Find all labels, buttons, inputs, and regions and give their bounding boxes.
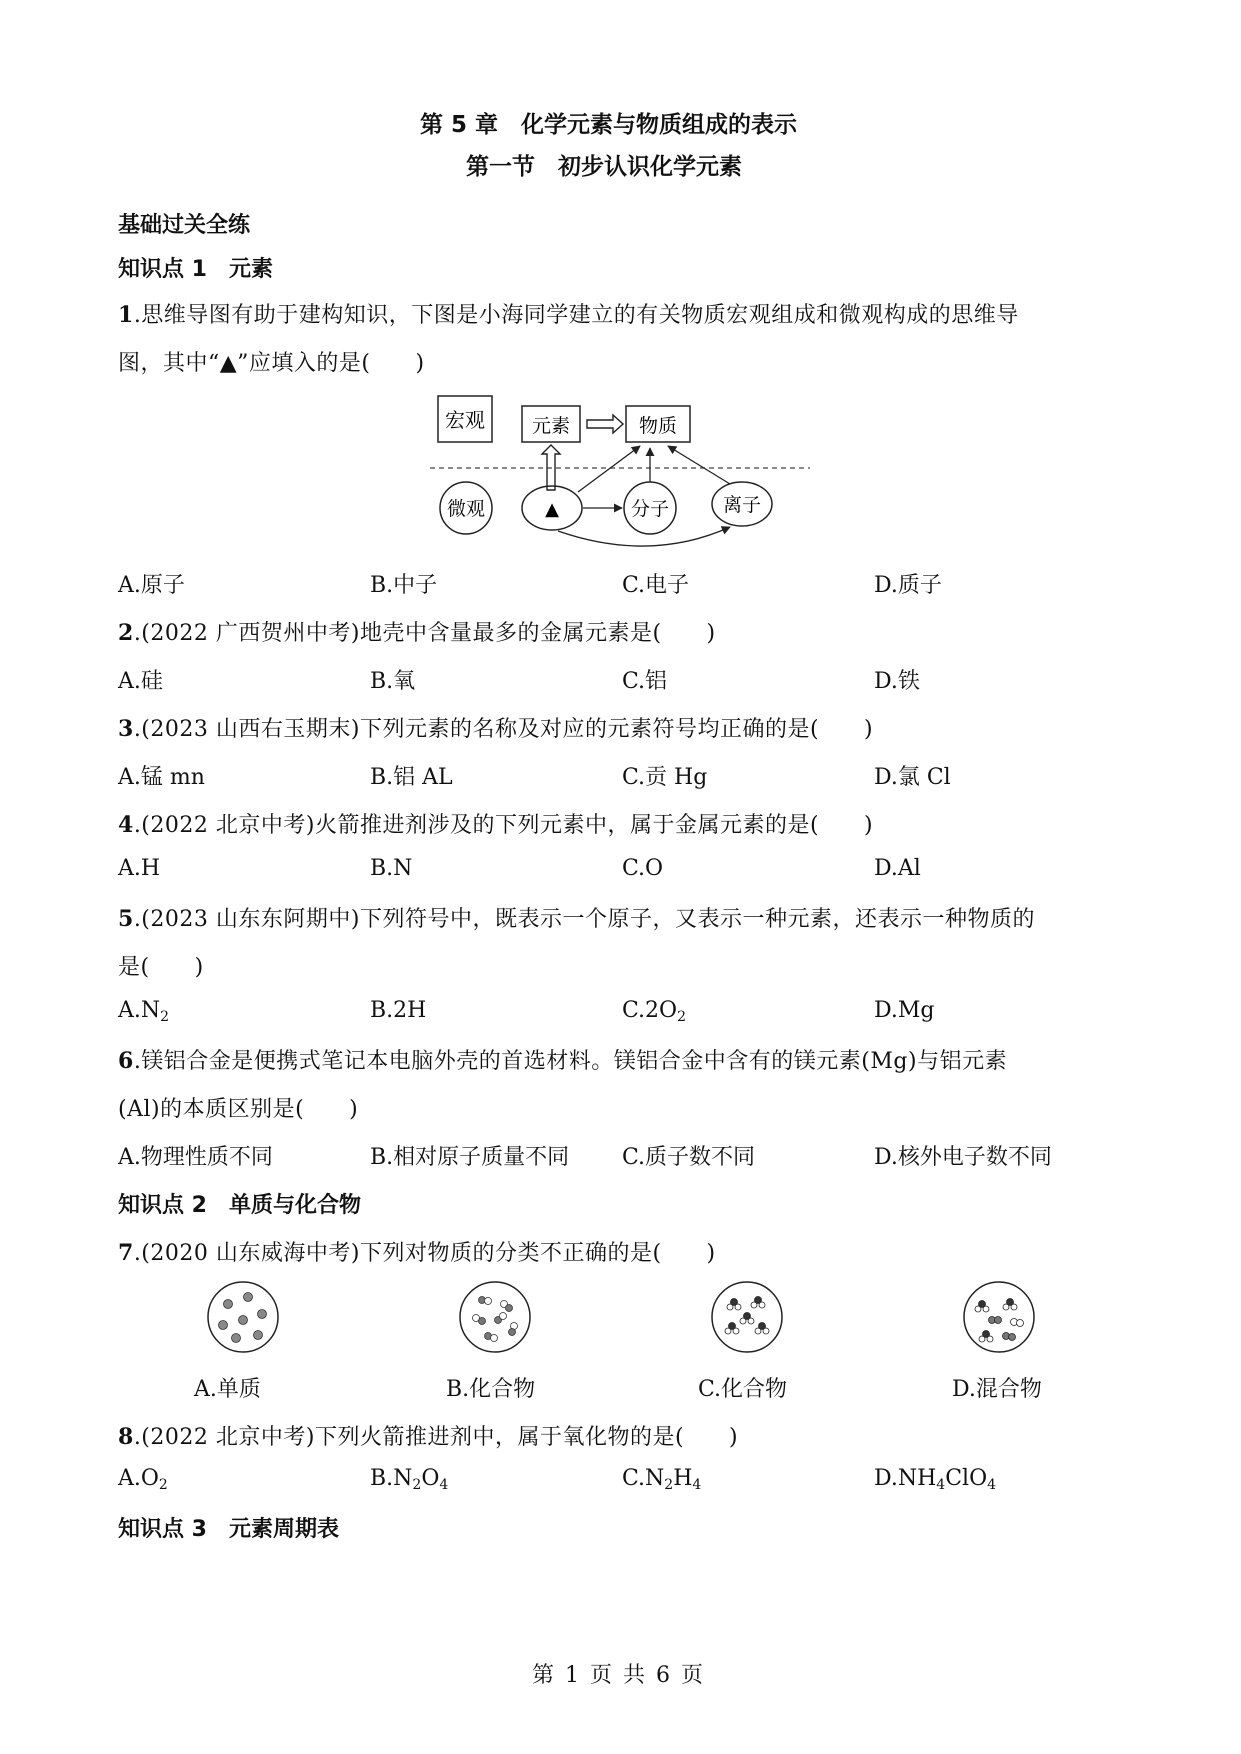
question-1: 1.思维导图有助于建构知识，下图是小海同学建立的有关物质宏观组成和微观构成的思维导	[118, 302, 1019, 328]
question-6-cont: (Al)的本质区别是( )	[118, 1097, 359, 1122]
q5-option-c: $C.2O_2$	[622, 998, 686, 1025]
q7-option-b: B.化合物	[446, 1377, 536, 1402]
q6-option-a: A.物理性质不同	[118, 1145, 273, 1170]
particle-model-a	[206, 1280, 280, 1354]
question-1-cont: 图，其中“▲”应填入的是( )	[118, 351, 425, 376]
question-4: 4.(2022 北京中考)火箭推进剂涉及的下列元素中，属于金属元素的是( )	[118, 812, 874, 838]
section-title: 第一节 初步认识化学元素	[466, 154, 742, 180]
q8-option-a: $A.O_2$	[118, 1466, 168, 1493]
q4-option-a: A.H	[118, 856, 161, 881]
q2-option-b: B.氧	[370, 669, 416, 694]
question-3: 3.(2023 山西右玉期末)下列元素的名称及对应的元素符号均正确的是( )	[118, 716, 874, 742]
q3-option-b: B.铝 AL	[370, 765, 453, 790]
arrow-triangle-to-substance	[578, 446, 640, 492]
q6-option-b: B.相对原子质量不同	[370, 1145, 570, 1170]
question-2: 2.(2022 广西贺州中考)地壳中含量最多的金属元素是( )	[118, 620, 716, 646]
question-6: 6.镁铝合金是便携式笔记本电脑外壳的首选材料。镁铝合金中含有的镁元素(Mg)与铝元素	[118, 1048, 1008, 1074]
question-5: 5.(2023 山东东阿期中)下列符号中，既表示一个原子，又表示一种元素，还表示一种物质的	[118, 906, 1035, 932]
arrow-ion-to-substance	[668, 446, 730, 484]
particle-model-b	[458, 1280, 532, 1354]
q7-option-c: C.化合物	[698, 1377, 788, 1402]
q8-option-c: $C.N_2H_4$	[622, 1466, 702, 1493]
q5-option-d: D.Mg	[874, 998, 935, 1023]
q7-option-d: D.混合物	[952, 1377, 1042, 1402]
arrow-triangle-to-ion	[558, 527, 730, 546]
particle-model-d	[962, 1280, 1036, 1354]
mind-map-diagram	[430, 388, 810, 558]
knowledge-point-3: 知识点 3 元素周期表	[118, 1517, 339, 1542]
q7-option-a: A.单质	[194, 1377, 261, 1402]
triangle-symbol: ▲	[545, 499, 559, 520]
hollow-arrow-right	[587, 415, 623, 433]
page-footer: 第 1 页 共 6 页	[532, 1663, 705, 1688]
q4-option-d: D.Al	[874, 856, 921, 881]
knowledge-point-1: 知识点 1 元素	[118, 257, 273, 282]
q8-option-b: $B.N_2O_4$	[370, 1466, 449, 1493]
q4-option-b: B.N	[370, 856, 413, 881]
q4-option-c: C.O	[622, 856, 664, 881]
q3-option-c: C.贡 Hg	[622, 765, 708, 790]
element-label: 元素	[531, 415, 571, 437]
q1-option-c: C.电子	[622, 573, 690, 598]
question-8: 8.(2022 北京中考)下列火箭推进剂中，属于氧化物的是( )	[118, 1424, 739, 1450]
chapter-title: 第 5 章 化学元素与物质组成的表示	[420, 112, 798, 138]
micro-label: 微观	[446, 498, 486, 520]
question-5-cont: 是( )	[118, 955, 204, 980]
knowledge-point-2: 知识点 2 单质与化合物	[118, 1193, 361, 1218]
molecule-label: 分子	[630, 498, 670, 520]
q2-option-d: D.铁	[874, 669, 920, 694]
q5-option-b: B.2H	[370, 998, 427, 1023]
q1-option-a: A.原子	[118, 573, 185, 598]
q3-option-a: A.锰 mn	[118, 765, 205, 790]
q2-option-c: C.铝	[622, 669, 668, 694]
q3-option-d: D.氯 Cl	[874, 765, 951, 790]
q5-option-a: $A.N_2$	[118, 998, 170, 1025]
substance-label: 物质	[638, 415, 678, 437]
q1-option-d: D.质子	[874, 573, 942, 598]
q6-option-d: D.核外电子数不同	[874, 1145, 1052, 1170]
question-7: 7.(2020 山东威海中考)下列对物质的分类不正确的是( )	[118, 1240, 716, 1266]
particle-model-c	[710, 1280, 784, 1354]
macro-label: 宏观	[445, 408, 485, 432]
ion-label: 离子	[722, 494, 762, 516]
q1-option-b: B.中子	[370, 573, 438, 598]
practice-heading: 基础过关全练	[118, 213, 251, 238]
q2-option-a: A.硅	[118, 669, 163, 694]
q8-option-d: $D.NH_4ClO_4$	[874, 1466, 997, 1493]
q6-option-c: C.质子数不同	[622, 1145, 756, 1170]
